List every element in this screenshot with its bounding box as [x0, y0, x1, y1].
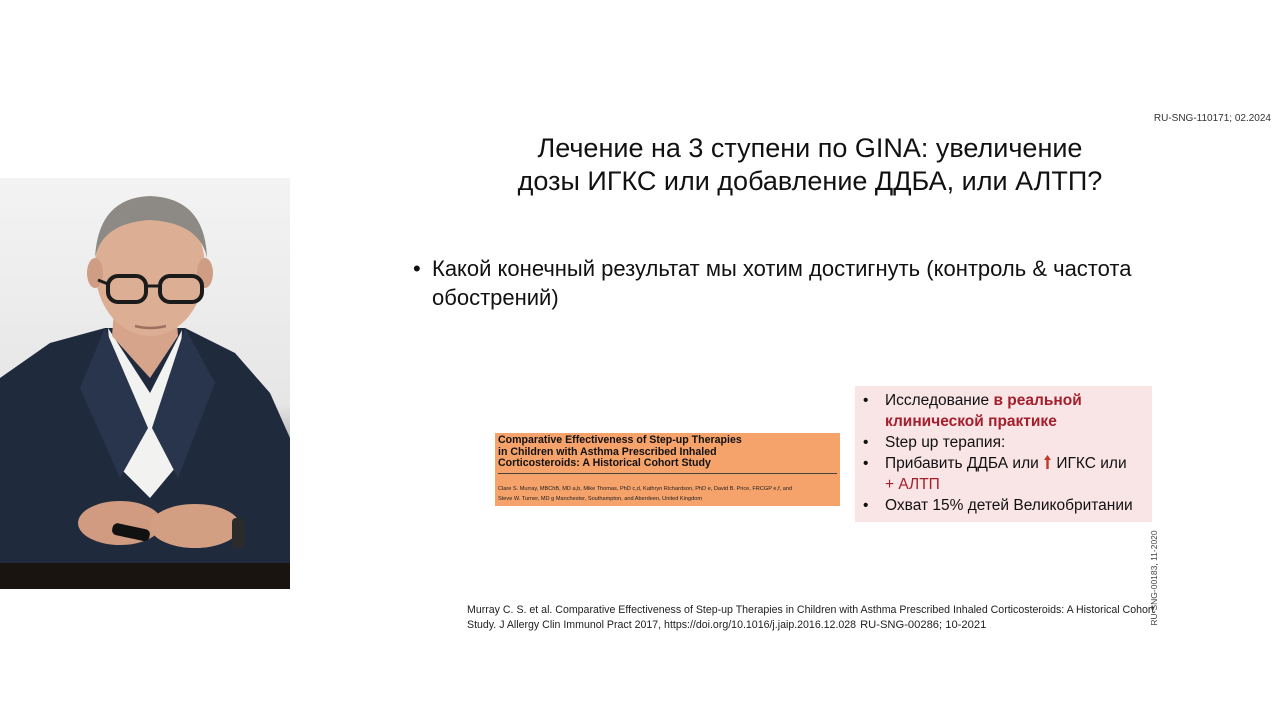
slide-title [430, 132, 1190, 198]
bullet-dot: • [863, 434, 869, 451]
paper-authors [498, 484, 833, 504]
paper-thumbnail [495, 433, 840, 506]
paper-title-line-1: Comparative Effectiveness of Step-up Therapies [498, 434, 742, 446]
bullet-text: Какой конечный результат мы хотим достигнуть (контроль & частота обострений) [432, 256, 1132, 310]
paper-authors-line-1: Clare S. Murray, MBChB, MD a,b, Mike Thomas, PhD c,d, Kathryn Richardson, PhD e, David B. Price, FRCGP e,f, and [498, 486, 793, 492]
paper-title-line-3: Corticosteroids: A Historical Cohort Study [498, 457, 711, 469]
presenter-video [0, 178, 290, 589]
main-bullet-item [413, 254, 1173, 312]
citation-code: RU-SNG-00286; 10-2021 [860, 619, 987, 631]
info-item-add-therapy [855, 453, 1152, 495]
document-code-vertical-text: RU-SNG-00183, 11-2020 [1149, 530, 1159, 626]
info-item-3-part-3: + АЛТП [885, 476, 940, 493]
citation-text: Murray C. S. et al. Comparative Effectiveness of Step-up Therapies in Children with Asthma Prescribed Inhaled Corticosteroids: A Historical Cohort Study. J Allergy Clin Immunol Pract 2017, https://doi.org/10.1016/j.jaip.2016.12.028 [467, 604, 1155, 631]
study-info-list [855, 386, 1152, 516]
info-item-study-type [855, 390, 1152, 432]
info-item-1-prefix: Исследование [885, 392, 994, 409]
paper-title [498, 435, 818, 470]
up-arrow-icon [1044, 455, 1051, 469]
bullet-dot: • [863, 392, 869, 409]
paper-title-line-2: in Children with Asthma Prescribed Inhaled [498, 445, 717, 458]
paper-divider [498, 473, 837, 474]
info-item-1-highlight: в реальной клинической практике [885, 392, 1082, 430]
info-item-3-part-2: ИГКС или [1052, 455, 1127, 472]
citation [467, 603, 1157, 633]
presenter-figure [0, 178, 290, 589]
study-info-box [855, 386, 1152, 522]
bullet-dot: • [863, 497, 869, 514]
info-item-2-text: Step up терапия: [885, 434, 1006, 451]
info-item-3-part-1: Прибавить ДДБА или [885, 455, 1044, 472]
info-item-coverage [855, 495, 1152, 516]
paper-authors-line-2: Steve W. Turner, MD g Manchester, Southampton, and Aberdeen, United Kingdom [498, 496, 702, 502]
bullet-dot: • [413, 256, 421, 281]
bullet-dot: • [863, 455, 869, 472]
info-item-4-text: Охват 15% детей Великобритании [885, 497, 1133, 514]
info-item-step-up [855, 432, 1152, 453]
document-code-top: RU-SNG-110171; 02.2024 [1153, 113, 1271, 124]
slide-title-line-1: Лечение на 3 ступени по GINA: увеличение [537, 133, 1083, 163]
slide-title-line-2: дозы ИГКС или добавление ДДБА, или АЛТП? [517, 166, 1103, 196]
